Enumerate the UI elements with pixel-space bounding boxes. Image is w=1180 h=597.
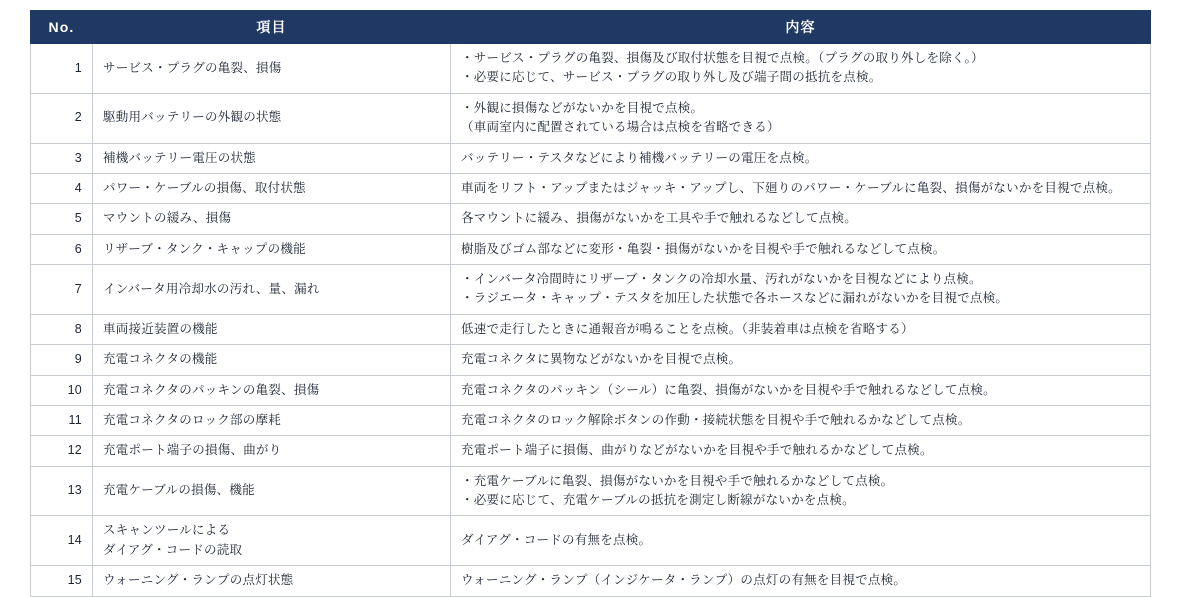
row-content: ウォーニング・ランプ（インジケータ・ランプ）の点灯の有無を目視で点検。 xyxy=(451,566,1151,596)
row-item: 駆動用バッテリーの外観の状態 xyxy=(93,93,451,143)
row-item: 充電コネクタのロック部の摩耗 xyxy=(93,405,451,435)
row-content: ・インバータ冷間時にリザーブ・タンクの冷却水量、汚れがないかを目視などにより点検。 ・ラジエータ・キャップ・テスタを加圧した状態で各ホースなどに漏れがないかを目視で点検。 xyxy=(451,265,1151,315)
row-number: 15 xyxy=(31,566,93,596)
row-content: 充電コネクタに異物などがないかを目視で点検。 xyxy=(451,345,1151,375)
row-item: サービス・プラグの亀裂、損傷 xyxy=(93,44,451,94)
table-row xyxy=(31,314,1151,344)
table-row xyxy=(31,405,1151,435)
row-number: 2 xyxy=(31,93,93,143)
table-row xyxy=(31,173,1151,203)
row-item: 充電ケーブルの損傷、機能 xyxy=(93,466,451,516)
row-item: 充電コネクタのパッキンの亀裂、損傷 xyxy=(93,375,451,405)
row-item: 充電コネクタの機能 xyxy=(93,345,451,375)
table-row xyxy=(31,375,1151,405)
row-number: 5 xyxy=(31,204,93,234)
row-item: 充電ポート端子の損傷、曲がり xyxy=(93,436,451,466)
column-header-item: 項目 xyxy=(93,11,451,44)
table-row xyxy=(31,143,1151,173)
row-content: ・充電ケーブルに亀裂、損傷がないかを目視や手で触れるかなどして点検。 ・必要に応じて、充電ケーブルの抵抗を測定し断線がないかを点検。 xyxy=(451,466,1151,516)
row-content: 充電コネクタのロック解除ボタンの作動・接続状態を目視や手で触れるかなどして点検。 xyxy=(451,405,1151,435)
row-number: 3 xyxy=(31,143,93,173)
table-row xyxy=(31,516,1151,566)
row-item: スキャンツールによる ダイアグ・コードの読取 xyxy=(93,516,451,566)
row-content: ダイアグ・コードの有無を点検。 xyxy=(451,516,1151,566)
row-content: 樹脂及びゴム部などに変形・亀裂・損傷がないかを目視や手で触れるなどして点検。 xyxy=(451,234,1151,264)
table-body xyxy=(31,44,1151,597)
table-row xyxy=(31,265,1151,315)
table-header xyxy=(31,11,1151,44)
table-row xyxy=(31,466,1151,516)
row-content: 充電ポート端子に損傷、曲がりなどがないかを目視や手で触れるかなどして点検。 xyxy=(451,436,1151,466)
row-item: インバータ用冷却水の汚れ、量、漏れ xyxy=(93,265,451,315)
row-item: マウントの緩み、損傷 xyxy=(93,204,451,234)
row-content: 車両をリフト・アップまたはジャッキ・アップし、下廻りのパワー・ケーブルに亀裂、損傷がないかを目視で点検。 xyxy=(451,173,1151,203)
row-number: 7 xyxy=(31,265,93,315)
row-content: ・サービス・プラグの亀裂、損傷及び取付状態を目視で点検。（プラグの取り外しを除く。） ・必要に応じて、サービス・プラグの取り外し及び端子間の抵抗を点検。 xyxy=(451,44,1151,94)
table-header-row xyxy=(31,11,1151,44)
table-row xyxy=(31,234,1151,264)
table-row xyxy=(31,345,1151,375)
row-number: 1 xyxy=(31,44,93,94)
row-item: リザーブ・タンク・キャップの機能 xyxy=(93,234,451,264)
row-number: 4 xyxy=(31,173,93,203)
row-item: 車両接近装置の機能 xyxy=(93,314,451,344)
row-number: 6 xyxy=(31,234,93,264)
row-number: 12 xyxy=(31,436,93,466)
table-row xyxy=(31,93,1151,143)
row-content: バッテリー・テスタなどにより補機バッテリーの電圧を点検。 xyxy=(451,143,1151,173)
row-number: 10 xyxy=(31,375,93,405)
row-content: ・外観に損傷などがないかを目視で点検。 （車両室内に配置されている場合は点検を省略できる） xyxy=(451,93,1151,143)
row-item: 補機バッテリー電圧の状態 xyxy=(93,143,451,173)
row-number: 11 xyxy=(31,405,93,435)
row-content: 低速で走行したときに通報音が鳴ることを点検。（非装着車は点検を省略する） xyxy=(451,314,1151,344)
row-number: 14 xyxy=(31,516,93,566)
table-row xyxy=(31,436,1151,466)
column-header-content: 内容 xyxy=(451,11,1151,44)
row-item: ウォーニング・ランプの点灯状態 xyxy=(93,566,451,596)
table-row xyxy=(31,566,1151,596)
column-header-no: No. xyxy=(31,11,93,44)
row-content: 充電コネクタのパッキン（シール）に亀裂、損傷がないかを目視や手で触れるなどして点検。 xyxy=(451,375,1151,405)
row-number: 8 xyxy=(31,314,93,344)
row-content: 各マウントに緩み、損傷がないかを工具や手で触れるなどして点検。 xyxy=(451,204,1151,234)
row-item: パワー・ケーブルの損傷、取付状態 xyxy=(93,173,451,203)
inspection-table xyxy=(30,10,1151,597)
row-number: 13 xyxy=(31,466,93,516)
row-number: 9 xyxy=(31,345,93,375)
table-row xyxy=(31,44,1151,94)
table-row xyxy=(31,204,1151,234)
